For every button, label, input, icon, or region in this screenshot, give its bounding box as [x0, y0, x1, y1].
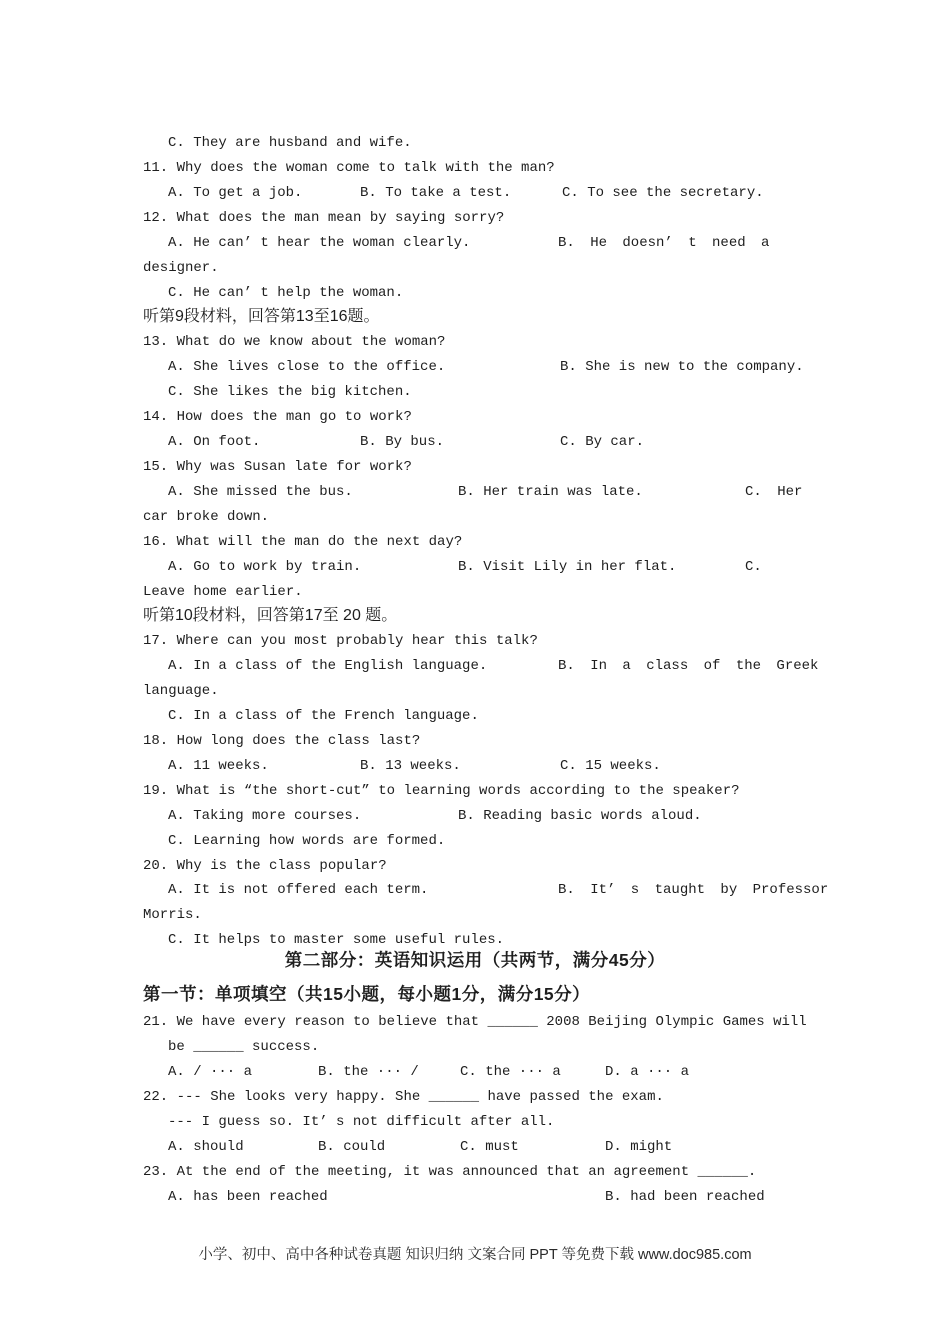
q15-option-c-cont	[0, 505, 950, 530]
q17-option-c	[0, 704, 950, 729]
q18-options	[0, 754, 950, 779]
q22-question	[0, 1085, 950, 1110]
text-segment: A. It is not offered each term.	[168, 882, 429, 898]
text-segment: B. To take a test.	[360, 185, 512, 201]
q12-option-b-cont	[0, 256, 950, 281]
text-segment: D. might	[605, 1139, 673, 1155]
text-segment: A. 11 weeks.	[168, 758, 269, 774]
text-segment: C. In a class of the French language.	[168, 708, 479, 724]
q13-option-c	[0, 380, 950, 405]
q21-options	[0, 1060, 950, 1085]
q21-question-cont	[0, 1035, 950, 1060]
q22-options	[0, 1135, 950, 1160]
q16-options	[0, 555, 950, 580]
text-segment: C. must	[460, 1139, 519, 1155]
q19-question	[0, 779, 950, 804]
text-segment: B. Visit Lily in her flat.	[458, 559, 677, 575]
page-footer	[0, 1243, 950, 1268]
text-segment: A. She lives close to the office.	[168, 359, 446, 375]
text-segment: C. Learning how words are formed.	[168, 833, 446, 849]
text-segment: 听第10段材料，回答第17至 20 题。	[143, 607, 398, 624]
text-segment: B. the ··· /	[318, 1064, 419, 1080]
text-segment: B. Her train was late.	[458, 484, 643, 500]
q15-options	[0, 480, 950, 505]
q11-options	[0, 181, 950, 206]
q15-question	[0, 455, 950, 480]
q20-options-ab	[0, 878, 950, 903]
q14-options	[0, 430, 950, 455]
text-segment: designer.	[143, 260, 219, 276]
q12-option-c	[0, 281, 950, 306]
q13-question	[0, 330, 950, 355]
q23-options	[0, 1185, 950, 1210]
footer-text: 小学、初中、高中各种试卷真题 知识归纳 文案合同 PPT 等免费下载 www.doc985.com	[198, 1247, 752, 1263]
text-segment: B. Reading basic words aloud.	[458, 808, 702, 824]
text-segment: C. 15 weeks.	[560, 758, 661, 774]
q20-option-b-cont	[0, 903, 950, 928]
text-segment: C. the ··· a	[460, 1064, 561, 1080]
q12-question	[0, 206, 950, 231]
text-segment: 11. Why does the woman come to talk with the man?	[143, 160, 555, 176]
text-segment: 22. --- She looks very happy. She ______ have passed the exam.	[143, 1089, 664, 1105]
q12-options-ab	[0, 231, 950, 256]
text-segment: A. Go to work by train.	[168, 559, 362, 575]
q16-option-c-cont	[0, 580, 950, 605]
q19-option-c	[0, 829, 950, 854]
text-segment: C. They are husband and wife.	[168, 135, 412, 151]
text-segment: 第一节：单项填空（共15小题，每小题1分，满分15分）	[143, 984, 591, 1004]
text-segment: A. To get a job.	[168, 185, 303, 201]
text-segment: 听第9段材料，回答第13至16题。	[143, 308, 380, 325]
text-segment: A. She missed the bus.	[168, 484, 353, 500]
q17-options-ab	[0, 654, 950, 679]
q21-question	[0, 1010, 950, 1035]
q17-question	[0, 629, 950, 654]
q22-question-cont	[0, 1110, 950, 1135]
text-segment: 15. Why was Susan late for work?	[143, 459, 412, 475]
text-segment: language.	[143, 683, 219, 699]
text-segment: C. Her	[745, 484, 803, 500]
q20-question	[0, 854, 950, 879]
part2-heading: 第二部分：英语知识运用（共两节，满分45分）	[284, 950, 666, 970]
text-segment: C.	[745, 559, 762, 575]
text-segment: A. In a class of the English language.	[168, 658, 488, 674]
text-segment: Leave home earlier.	[143, 584, 303, 600]
text-segment: 18. How long does the class last?	[143, 733, 421, 749]
text-segment: B. By bus.	[360, 434, 445, 450]
q10-option-c	[0, 131, 950, 156]
text-segment: B. In a class of the Greek	[558, 658, 819, 674]
text-segment: 20. Why is the class popular?	[143, 858, 387, 874]
q19-options-ab	[0, 804, 950, 829]
q13-options-ab	[0, 355, 950, 380]
q11-question	[0, 156, 950, 181]
text-segment: A. He can’ t hear the woman clearly.	[168, 235, 471, 251]
listening-section-9-instruction	[0, 304, 950, 329]
q14-question	[0, 405, 950, 430]
text-segment: C. To see the secretary.	[562, 185, 764, 201]
listening-section-10-instruction	[0, 603, 950, 628]
text-segment: A. Taking more courses.	[168, 808, 362, 824]
text-segment: 17. Where can you most probably hear this talk?	[143, 633, 538, 649]
text-segment: be ______ success.	[168, 1039, 320, 1055]
text-segment: car broke down.	[143, 509, 270, 525]
text-segment: A. should	[168, 1139, 244, 1155]
text-segment: C. She likes the big kitchen.	[168, 384, 412, 400]
text-segment: 23. At the end of the meeting, it was announced that an agreement ______.	[143, 1164, 757, 1180]
text-segment: Morris.	[143, 907, 202, 923]
text-segment: B. could	[318, 1139, 386, 1155]
q16-question	[0, 530, 950, 555]
q18-question	[0, 729, 950, 754]
text-segment: B. She is new to the company.	[560, 359, 804, 375]
text-segment: --- I guess so. It’ s not difficult after all.	[168, 1114, 555, 1130]
text-segment: A. On foot.	[168, 434, 261, 450]
text-segment: C. He can’ t help the woman.	[168, 285, 404, 301]
q17-option-b-cont	[0, 679, 950, 704]
text-segment: 19. What is “the short-cut” to learning words according to the speaker?	[143, 783, 740, 799]
text-segment: A. / ··· a	[168, 1064, 253, 1080]
text-segment: 16. What will the man do the next day?	[143, 534, 463, 550]
text-segment: B. had been reached	[605, 1189, 765, 1205]
text-segment: 21. We have every reason to believe that ______ 2008 Beijing Olympic Games will	[143, 1014, 807, 1030]
text-segment: 14. How does the man go to work?	[143, 409, 412, 425]
text-segment: B. 13 weeks.	[360, 758, 461, 774]
text-segment: B. It’ s taught by Professor	[558, 882, 829, 898]
section1-heading	[0, 982, 950, 1007]
text-segment: D. a ··· a	[605, 1064, 690, 1080]
text-segment: C. It helps to master some useful rules.	[168, 932, 505, 948]
q23-question	[0, 1160, 950, 1185]
text-segment: 12. What does the man mean by saying sorry?	[143, 210, 505, 226]
text-segment: B. He doesn’ t need a	[558, 235, 770, 251]
text-segment: C. By car.	[560, 434, 645, 450]
text-segment: 13. What do we know about the woman?	[143, 334, 446, 350]
text-segment: A. has been reached	[168, 1189, 328, 1205]
